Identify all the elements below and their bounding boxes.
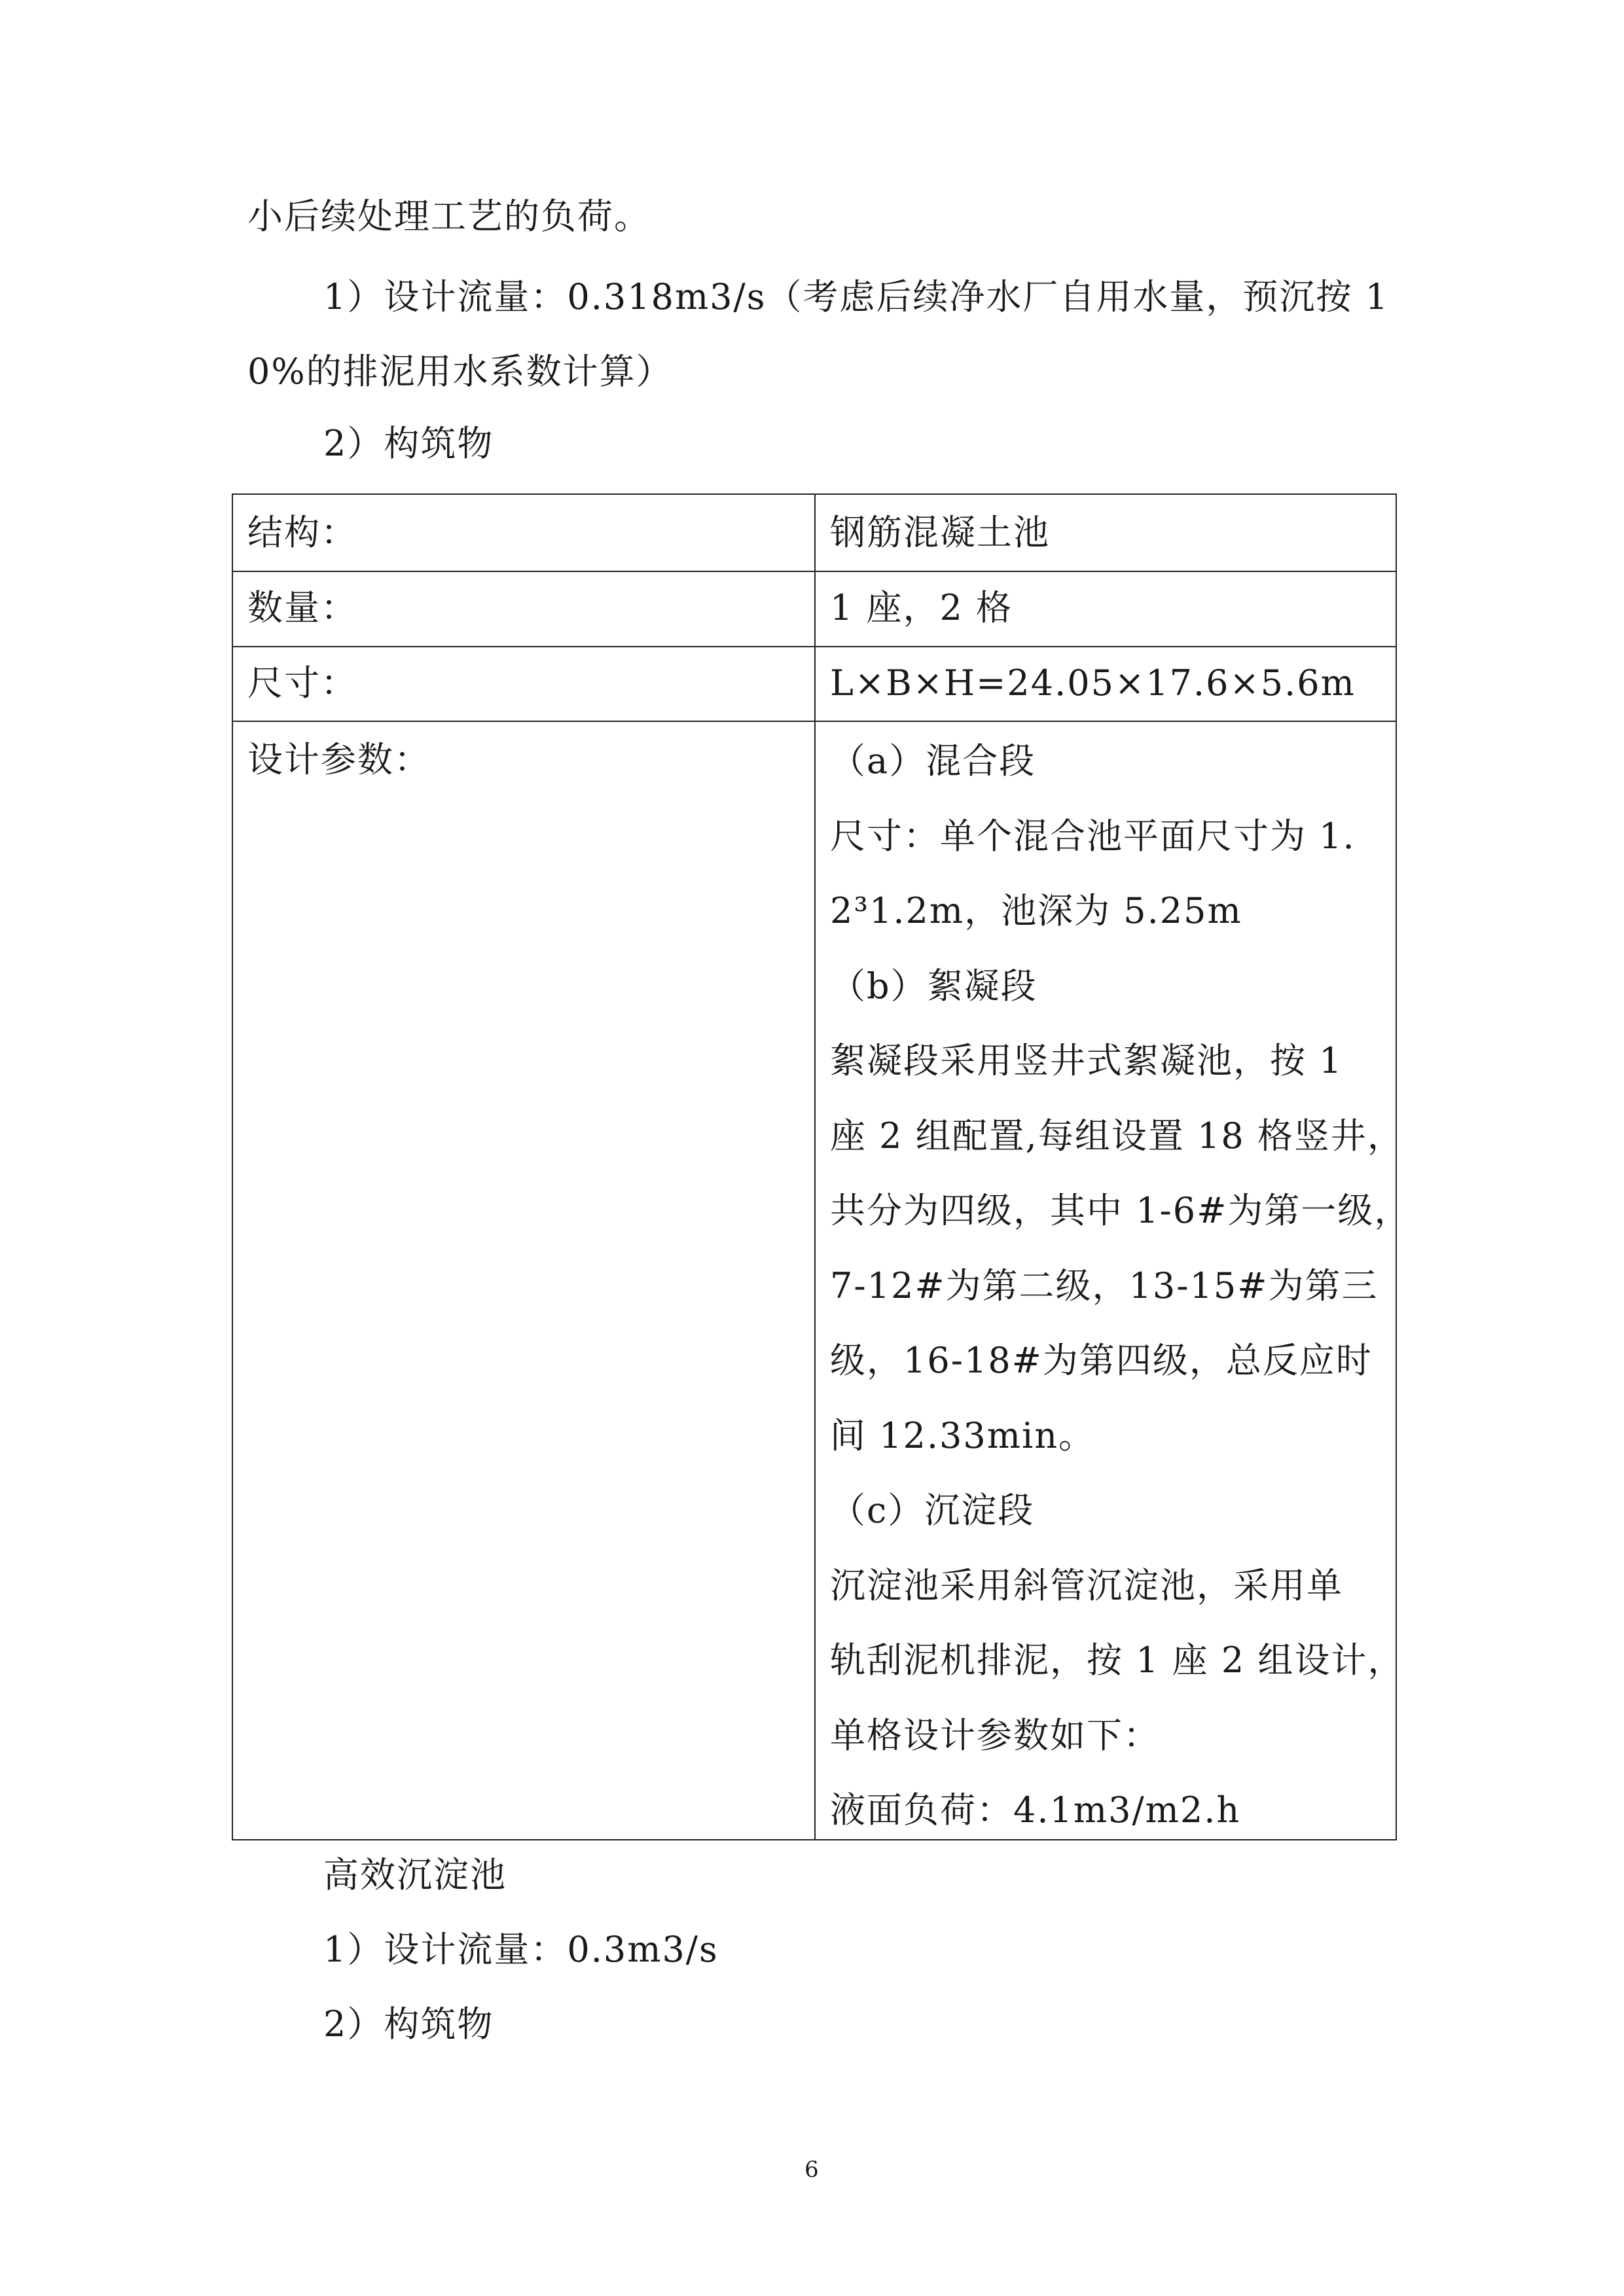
table-label-dimensions: 尺寸： — [247, 662, 357, 704]
param-line: 液面负荷：4.1m3/m2.h — [830, 1789, 1241, 1831]
table-value-structure: 钢筋混凝土池 — [830, 512, 1050, 553]
param-line: （a）混合段 — [830, 740, 1036, 781]
table-row-divider — [233, 721, 1396, 722]
structures-heading: 2）构筑物 — [323, 423, 494, 464]
section-heading-high-efficiency-sedimentation: 高效沉淀池 — [323, 1854, 507, 1895]
table-row-divider — [233, 646, 1396, 647]
table-label-quantity: 数量： — [247, 587, 357, 628]
table-row-divider — [233, 571, 1396, 572]
page-number: 6 — [804, 2157, 819, 2183]
param-line: （b）絮凝段 — [830, 965, 1038, 1007]
table-value-dimensions: L×B×H=24.05×17.6×5.6m — [830, 662, 1356, 704]
param-line: 絮凝段采用竖井式絮凝池，按 1 — [830, 1040, 1343, 1081]
param-line: 轨刮泥机排泥，按 1 座 2 组设计， — [830, 1640, 1405, 1681]
param-line: 尺寸：单个混合池平面尺寸为 1. — [830, 815, 1356, 857]
param-line: 单格设计参数如下： — [830, 1714, 1160, 1756]
param-line: 7-12#为第二级，13-15#为第三 — [830, 1265, 1379, 1306]
design-flow-line: 1）设计流量：0.3m3/s — [323, 1929, 719, 1970]
param-line: 间 12.33min。 — [830, 1414, 1096, 1456]
design-flow-line-2: 0%的排泥用水系数计算） — [247, 351, 673, 392]
design-parameter-list — [830, 724, 1411, 1848]
structures-heading: 2）构筑物 — [323, 2003, 494, 2045]
table-value-quantity: 1 座，2 格 — [830, 587, 1013, 628]
table-column-divider — [814, 495, 816, 1839]
table-label-design-parameters: 设计参数： — [247, 739, 431, 780]
param-line: 座 2 组配置,每组设置 18 格竖井， — [830, 1115, 1404, 1157]
param-line: 共分为四级，其中 1-6#为第一级， — [830, 1190, 1411, 1231]
paragraph-continuation: 小后续处理工艺的负荷。 — [247, 196, 651, 237]
param-line: 级，16-18#为第四级，总反应时 — [830, 1340, 1373, 1381]
param-line: （c）沉淀段 — [830, 1490, 1035, 1531]
design-flow-line-1: 1）设计流量：0.318m3/s（考虑后续净水厂自用水量，预沉按 1 — [323, 276, 1389, 317]
param-line: 2³1.2m，池深为 5.25m — [830, 890, 1242, 931]
param-line: 沉淀池采用斜管沉淀池，采用单 — [830, 1564, 1343, 1606]
structure-parameter-table — [232, 493, 1411, 1840]
table-label-structure: 结构： — [247, 512, 357, 553]
